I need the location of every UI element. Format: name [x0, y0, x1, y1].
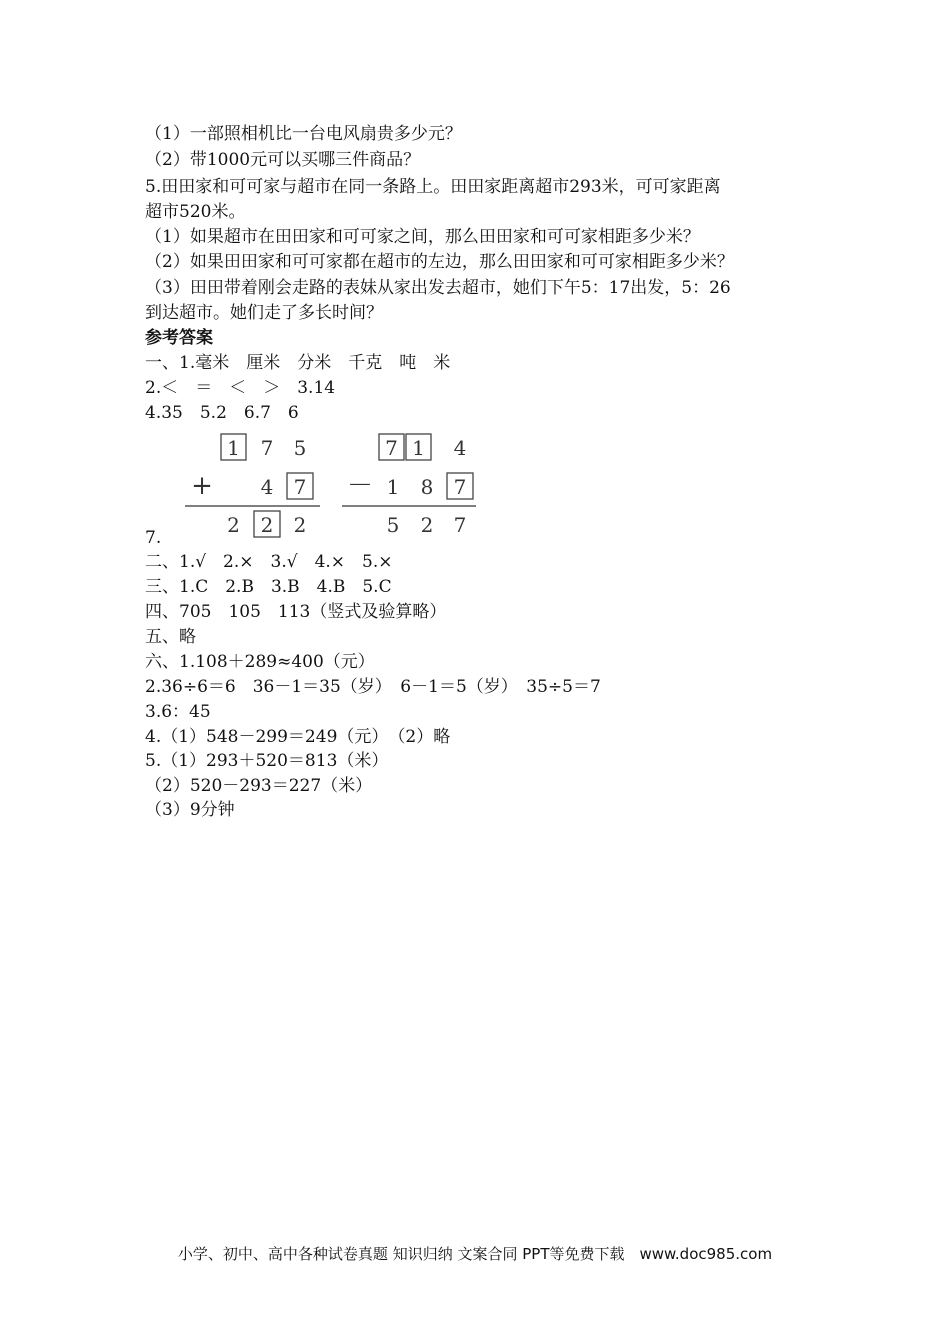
digit: 2: [293, 513, 307, 537]
question-line-4: 超市520米。: [145, 202, 246, 222]
digit: 5: [293, 436, 307, 460]
answer-line-13: （2）520－293＝227（米）: [145, 776, 373, 796]
answer-line-9: 2.36÷6＝6 36－1＝35（岁） 6－1＝5（岁） 35÷5＝7: [145, 677, 601, 697]
answer-line-11: 4.（1）548－299＝249（元） （2）略: [145, 727, 451, 747]
answer-line-12: 5.（1）293＋520＝813（米）: [145, 751, 389, 771]
digit: 7: [293, 475, 307, 499]
answer-line-2: 2.＜ ＝ ＜ ＞ 3.14: [145, 378, 336, 398]
question-line-5: （1）如果超市在田田家和可可家之间，那么田田家和可可家相距多少米？: [145, 227, 700, 247]
answer-line-1: 一、1.毫米 厘米 分米 千克 吨 米: [145, 353, 451, 373]
question-line-2: （2）带1000元可以买哪三件商品？: [145, 150, 421, 170]
answer-line-6: 四、705 105 113（竖式及验算略）: [145, 602, 447, 622]
question-line-1: （1）一部照相机比一台电风扇贵多少元？: [145, 124, 462, 144]
digit: 4: [453, 436, 467, 460]
answer-label-7: 7.: [145, 528, 162, 548]
digit: 2: [260, 513, 274, 537]
answer-line-5: 三、1.C 2.B 3.B 4.B 5.C: [145, 577, 392, 597]
plus-sign: +: [191, 471, 213, 501]
digit: 1: [227, 436, 240, 460]
answer-line-7: 五、略: [145, 627, 196, 647]
digit: 5: [386, 513, 400, 537]
minus-sign: －: [346, 471, 374, 501]
digit: 1: [412, 436, 425, 460]
digit: 7: [385, 436, 398, 460]
answer-line-14: （3）9分钟: [145, 800, 235, 820]
question-line-3: 5.田田家和可可家与超市在同一条路上。田田家距离超市293米，可可家距离: [145, 177, 721, 197]
digit: 2: [420, 513, 434, 537]
question-line-6: （2）如果田田家和可可家都在超市的左边，那么田田家和可可家相距多少米？: [145, 252, 734, 272]
digit: 8: [420, 475, 434, 499]
digit: 7: [453, 513, 467, 537]
digit: 1: [386, 475, 400, 499]
answer-line-4: 二、1.√ 2.× 3.√ 4.× 5.×: [145, 552, 393, 572]
question-line-8: 到达超市。她们走了多长时间？: [145, 303, 383, 323]
digit: 7: [260, 436, 274, 460]
vertical-arithmetic-figure: [180, 430, 500, 540]
answer-line-3: 4.35 5.2 6.7 6: [145, 403, 299, 423]
answers-title: 参考答案: [145, 328, 213, 348]
answer-line-10: 3.6：45: [145, 702, 211, 722]
digit: 4: [260, 475, 274, 499]
question-line-7: （3）田田带着刚会走路的表妹从家出发去超市，她们下午5：17出发，5：26: [145, 278, 731, 298]
page-footer: 小学、初中、高中各种试卷真题 知识归纳 文案合同 PPT等免费下载 www.doc985.com: [177, 1245, 773, 1263]
answer-line-8: 六、1.108＋289≈400（元）: [145, 652, 375, 672]
digit: 7: [453, 475, 467, 499]
digit: 2: [227, 513, 240, 537]
